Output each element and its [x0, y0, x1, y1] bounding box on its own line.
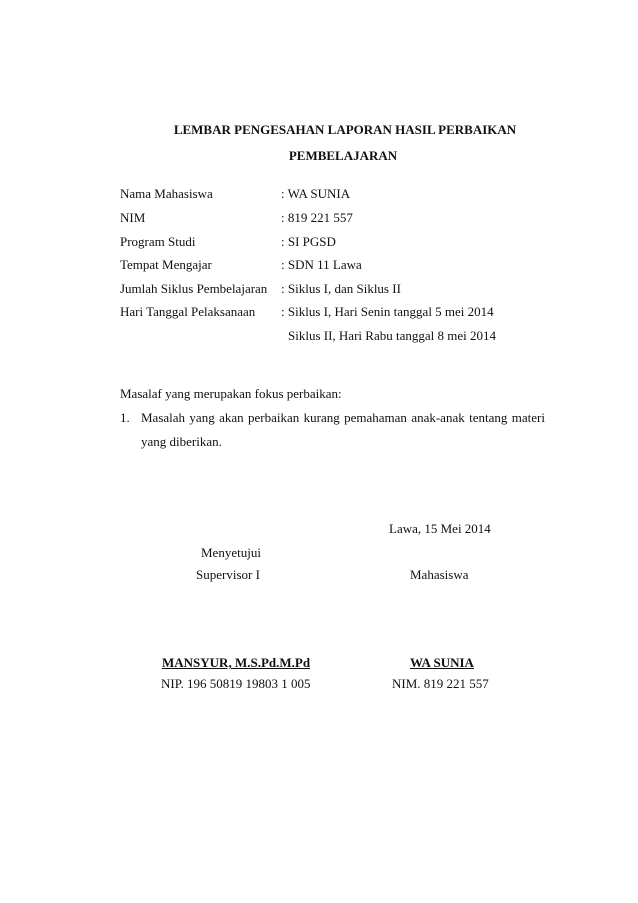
list-item-word: anak-anak — [411, 410, 465, 425]
approval-label: Menyetujui — [201, 545, 261, 560]
list-item-word: akan — [219, 410, 244, 425]
list-item-word: pemahaman — [344, 410, 407, 425]
list-item-word: Masalah — [141, 410, 186, 425]
field-value-continuation: Siklus II, Hari Rabu tanggal 8 mei 2014 — [288, 328, 496, 343]
list-item-text-line-2: yang diberikan. — [141, 434, 222, 449]
field-value: : SDN 11 Lawa — [281, 257, 362, 272]
field-label: Hari Tanggal Pelaksanaan — [120, 304, 256, 319]
list-item-word: perbaikan — [248, 410, 300, 425]
list-item-word: materi — [511, 410, 545, 425]
supervisor-role: Supervisor I — [196, 567, 260, 582]
field-value: : SI PGSD — [281, 234, 336, 249]
field-value: : Siklus I, Hari Senin tanggal 5 mei 2014 — [281, 304, 494, 319]
student-role: Mahasiswa — [410, 567, 469, 582]
field-label: Program Studi — [120, 234, 196, 249]
student-nim: NIM. 819 221 557 — [392, 676, 489, 691]
list-item-word: yang — [189, 410, 215, 425]
student-name: WA SUNIA — [410, 655, 474, 670]
field-value: : WA SUNIA — [281, 186, 351, 201]
supervisor-nip: NIP. 196 50819 19803 1 005 — [161, 676, 311, 691]
supervisor-name: MANSYUR, M.S.Pd.M.Pd — [162, 655, 311, 670]
field-label: Tempat Mengajar — [120, 257, 212, 272]
list-item-number: 1. — [120, 410, 130, 425]
focus-heading: Masalaf yang merupakan fokus perbaikan: — [120, 386, 342, 401]
field-value: : 819 221 557 — [281, 210, 353, 225]
list-item-text-line-1 — [141, 410, 545, 426]
document-title-line-1: LEMBAR PENGESAHAN LAPORAN HASIL PERBAIKAN — [173, 122, 517, 137]
field-value: : Siklus I, dan Siklus II — [281, 281, 401, 296]
list-item-word: kurang — [303, 410, 340, 425]
document-title-line-2: PEMBELAJARAN — [288, 148, 398, 163]
field-label: Jumlah Siklus Pembelajaran — [120, 281, 268, 296]
place-date: Lawa, 15 Mei 2014 — [389, 521, 491, 536]
field-label: NIM — [120, 210, 146, 225]
field-label: Nama Mahasiswa — [120, 186, 213, 201]
list-item-word: tentang — [469, 410, 508, 425]
